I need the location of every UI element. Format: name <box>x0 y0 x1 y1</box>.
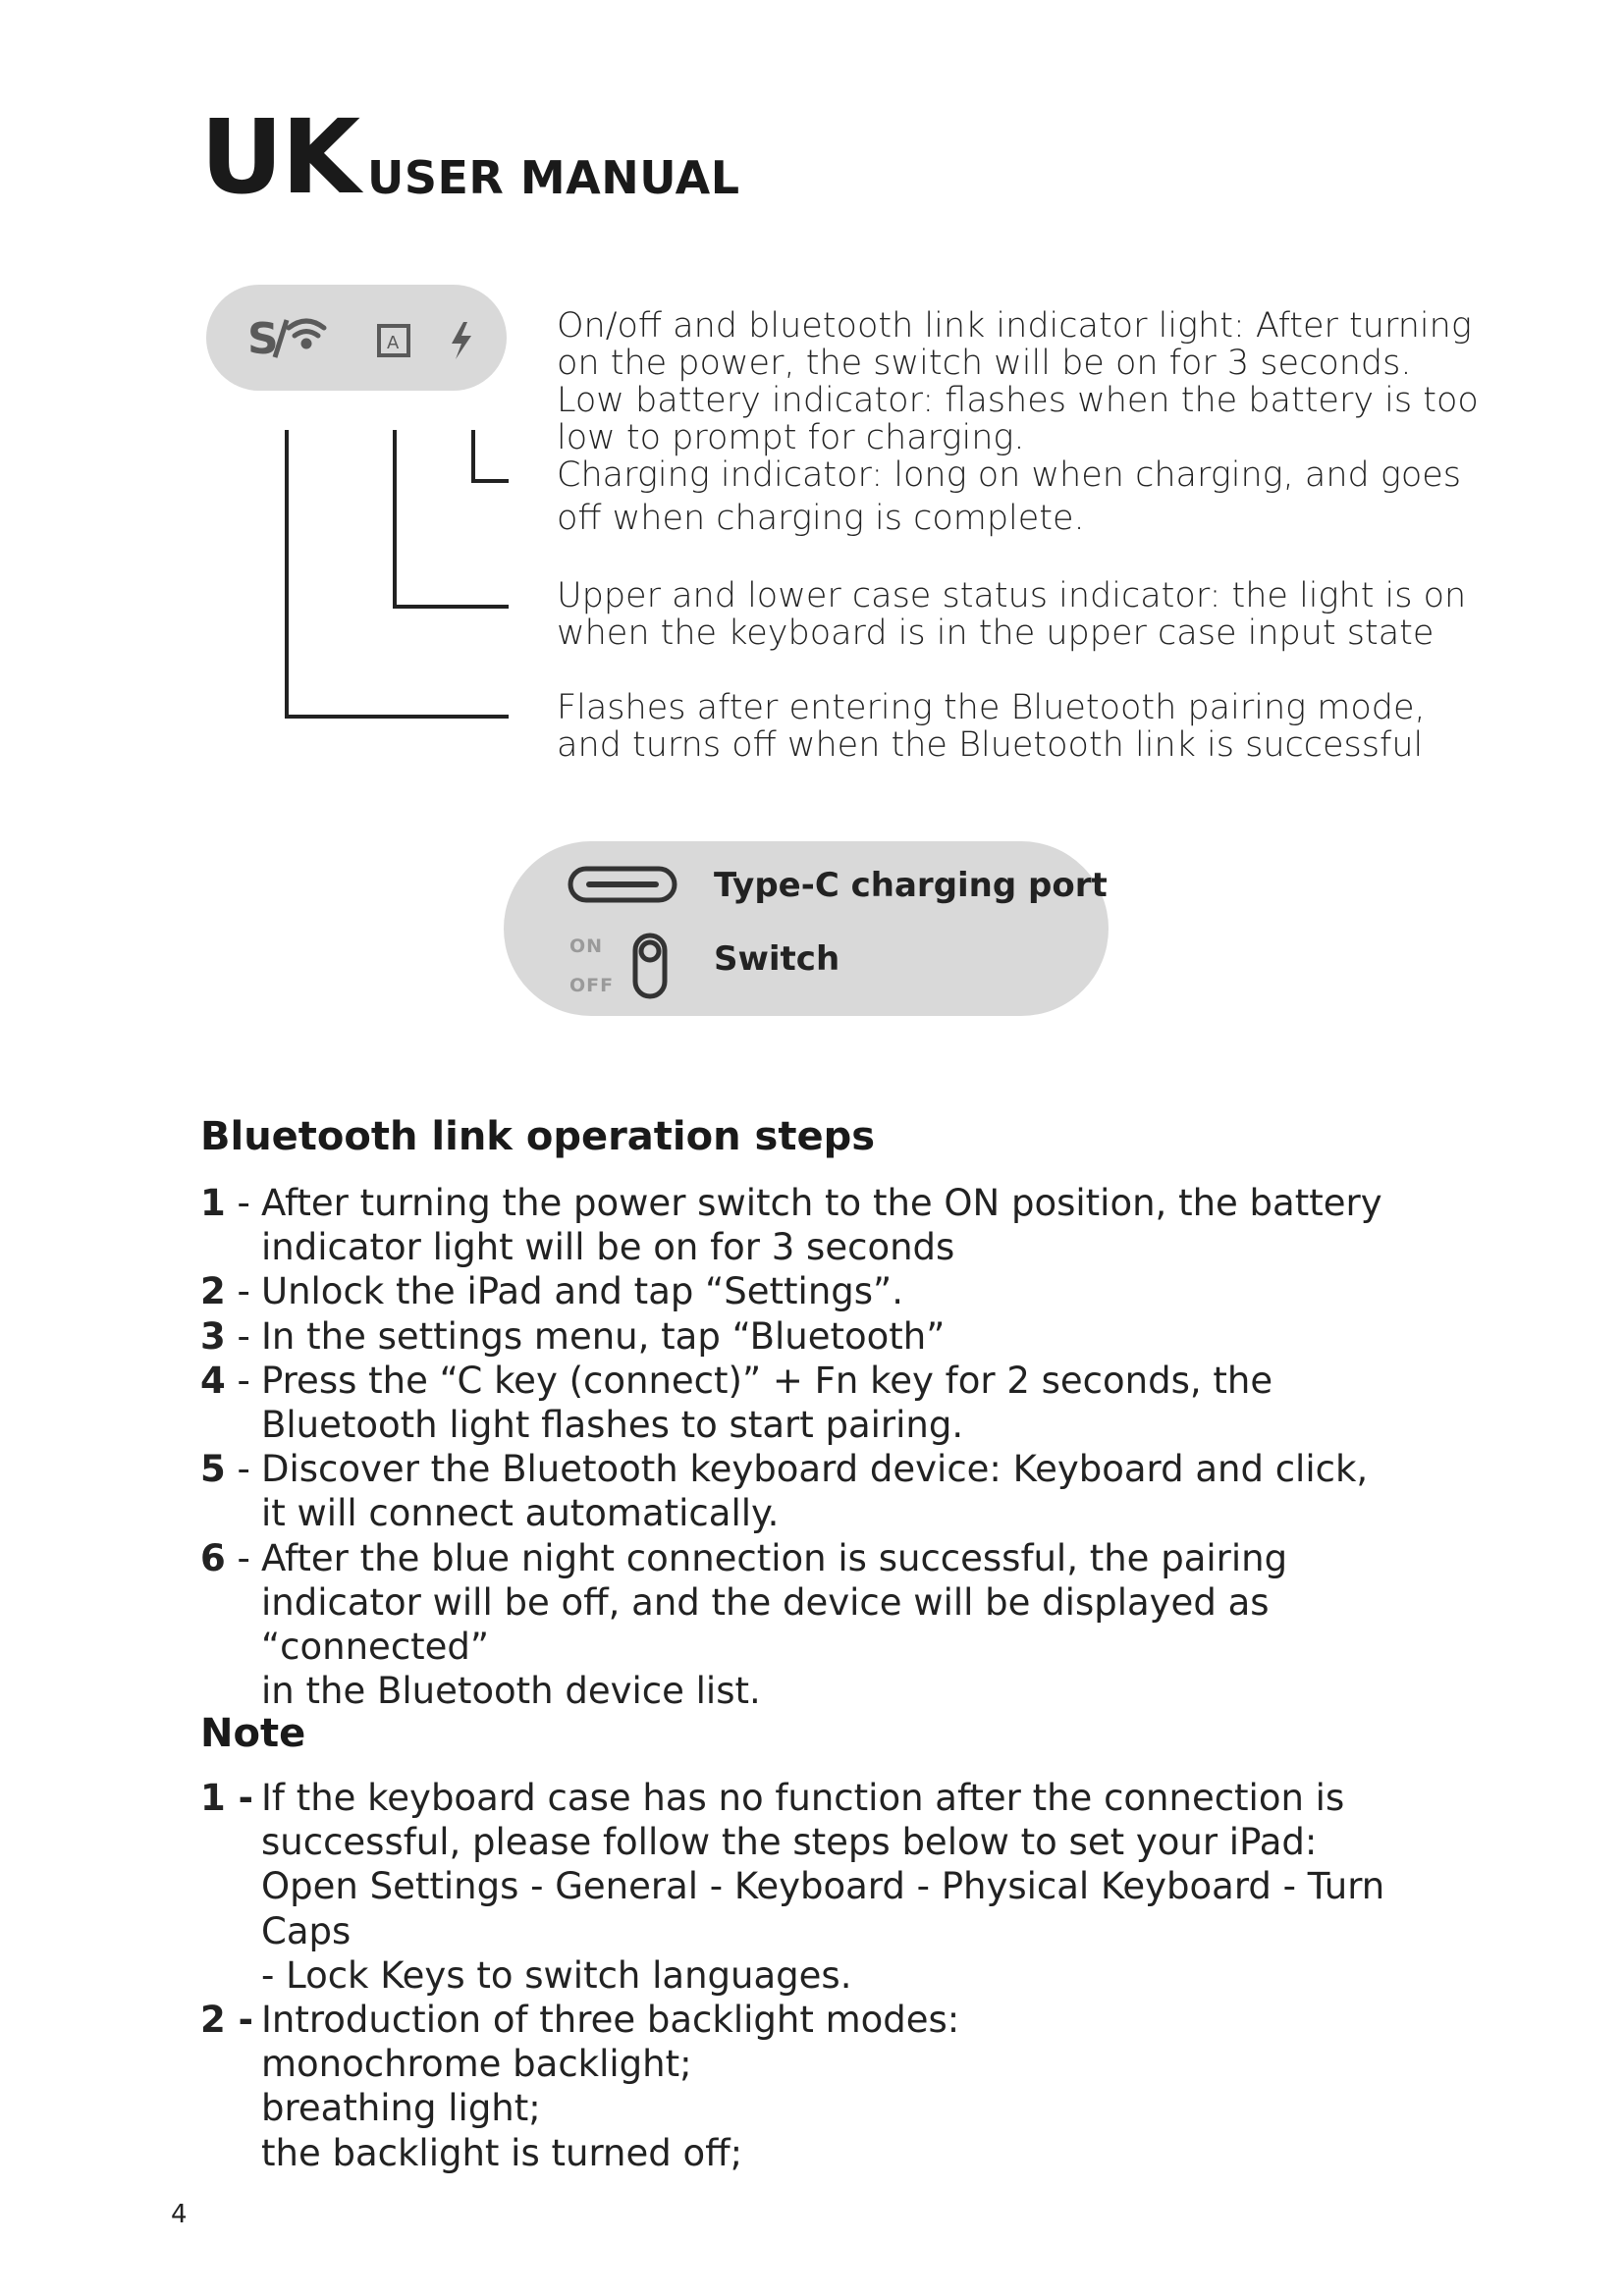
caps-letter: A <box>387 333 400 353</box>
step-line: it will connect automatically. <box>261 1492 780 1535</box>
bluetooth-steps-heading: Bluetooth link operation steps <box>200 1114 876 1159</box>
switch-icon <box>635 935 665 996</box>
typec-label: Type-C charging port <box>714 866 1108 905</box>
step-number: 6 - <box>200 1536 250 1579</box>
off-label: OFF <box>569 975 615 996</box>
note-line: If the keyboard case has no function after the connection is <box>261 1777 1345 1819</box>
bluetooth-steps-list <box>200 1181 1477 1713</box>
list-item <box>200 1536 1477 1714</box>
step-line: Bluetooth light flashes to start pairing. <box>261 1404 964 1447</box>
list-item <box>200 1314 1477 1359</box>
step-line: Press the “C key (connect)” + Fn key for 2 seconds, the <box>261 1359 1273 1402</box>
page-title: USER MANUAL <box>367 151 740 204</box>
step-line: Discover the Bluetooth keyboard device: Keyboard and click, <box>261 1448 1369 1491</box>
language-code: UK <box>200 97 359 217</box>
note-list <box>200 1776 1477 2175</box>
desc-line: on the power, the switch will be on for 3 seconds. <box>557 344 1412 383</box>
step-line: indicator light will be on for 3 seconds <box>261 1226 955 1269</box>
note-line: monochrome backlight; <box>261 2043 692 2086</box>
note-line: Open Settings - General - Keyboard - Physical Keyboard - Turn Caps <box>261 1865 1385 1952</box>
note-line: - Lock Keys to switch languages. <box>261 1953 852 1997</box>
power-indicator-description <box>557 307 1479 537</box>
list-item <box>200 1447 1477 1535</box>
desc-line: when the keyboard is in the upper case input state <box>557 614 1435 653</box>
note-line: Introduction of three backlight modes: <box>261 1999 960 2042</box>
note-line: successful, please follow the steps below to set your iPad: <box>261 1821 1318 1864</box>
switch-label: Switch <box>714 939 840 979</box>
port-panel <box>504 841 1109 1016</box>
step-line: in the Bluetooth device list. <box>261 1670 761 1713</box>
typec-port-icon <box>570 869 675 900</box>
step-number: 2 - <box>200 1270 250 1313</box>
step-number: 3 - <box>200 1314 250 1358</box>
note-line: the backlight is turned off; <box>261 2131 743 2174</box>
list-item <box>200 1181 1477 1269</box>
svg-text:S: S <box>247 314 279 364</box>
list-item <box>200 1269 1477 1313</box>
list-item <box>200 1359 1477 1447</box>
note-number: 1 - <box>200 1777 253 1819</box>
page-number: 4 <box>171 2200 188 2229</box>
step-number: 5 - <box>200 1448 250 1491</box>
pairing-indicator-description <box>557 689 1426 764</box>
desc-line: Upper and lower case status indicator: the light is on <box>557 576 1467 615</box>
note-number: 2 - <box>200 1999 253 2042</box>
desc-line: off when charging is complete. <box>557 499 1085 538</box>
step-number: 1 - <box>200 1182 250 1224</box>
list-item <box>200 1776 1477 1998</box>
step-line: indicator will be off, and the device will be displayed as “connected” <box>261 1580 1270 1669</box>
desc-line: Charging indicator: long on when charging, and goes <box>557 455 1462 495</box>
step-line: After the blue night connection is successful, the pairing <box>261 1536 1288 1579</box>
list-item <box>200 1998 1477 2175</box>
step-line: In the settings menu, tap “Bluetooth” <box>261 1314 946 1358</box>
step-number: 4 - <box>200 1359 250 1402</box>
desc-line: Flashes after entering the Bluetooth pairing mode, <box>557 688 1426 727</box>
desc-line: and turns off when the Bluetooth link is successful <box>557 725 1424 765</box>
desc-line: low to prompt for charging. <box>557 418 1025 457</box>
note-heading: Note <box>200 1711 306 1756</box>
step-line: Unlock the iPad and tap “Settings”. <box>261 1270 903 1313</box>
on-label: ON <box>569 935 604 957</box>
desc-line: On/off and bluetooth link indicator light: After turning <box>557 306 1472 346</box>
caps-indicator-description <box>557 577 1466 652</box>
note-line: breathing light; <box>261 2087 541 2130</box>
step-line: After turning the power switch to the ON position, the battery <box>261 1182 1382 1224</box>
desc-line: Low battery indicator: flashes when the battery is too <box>557 381 1479 420</box>
